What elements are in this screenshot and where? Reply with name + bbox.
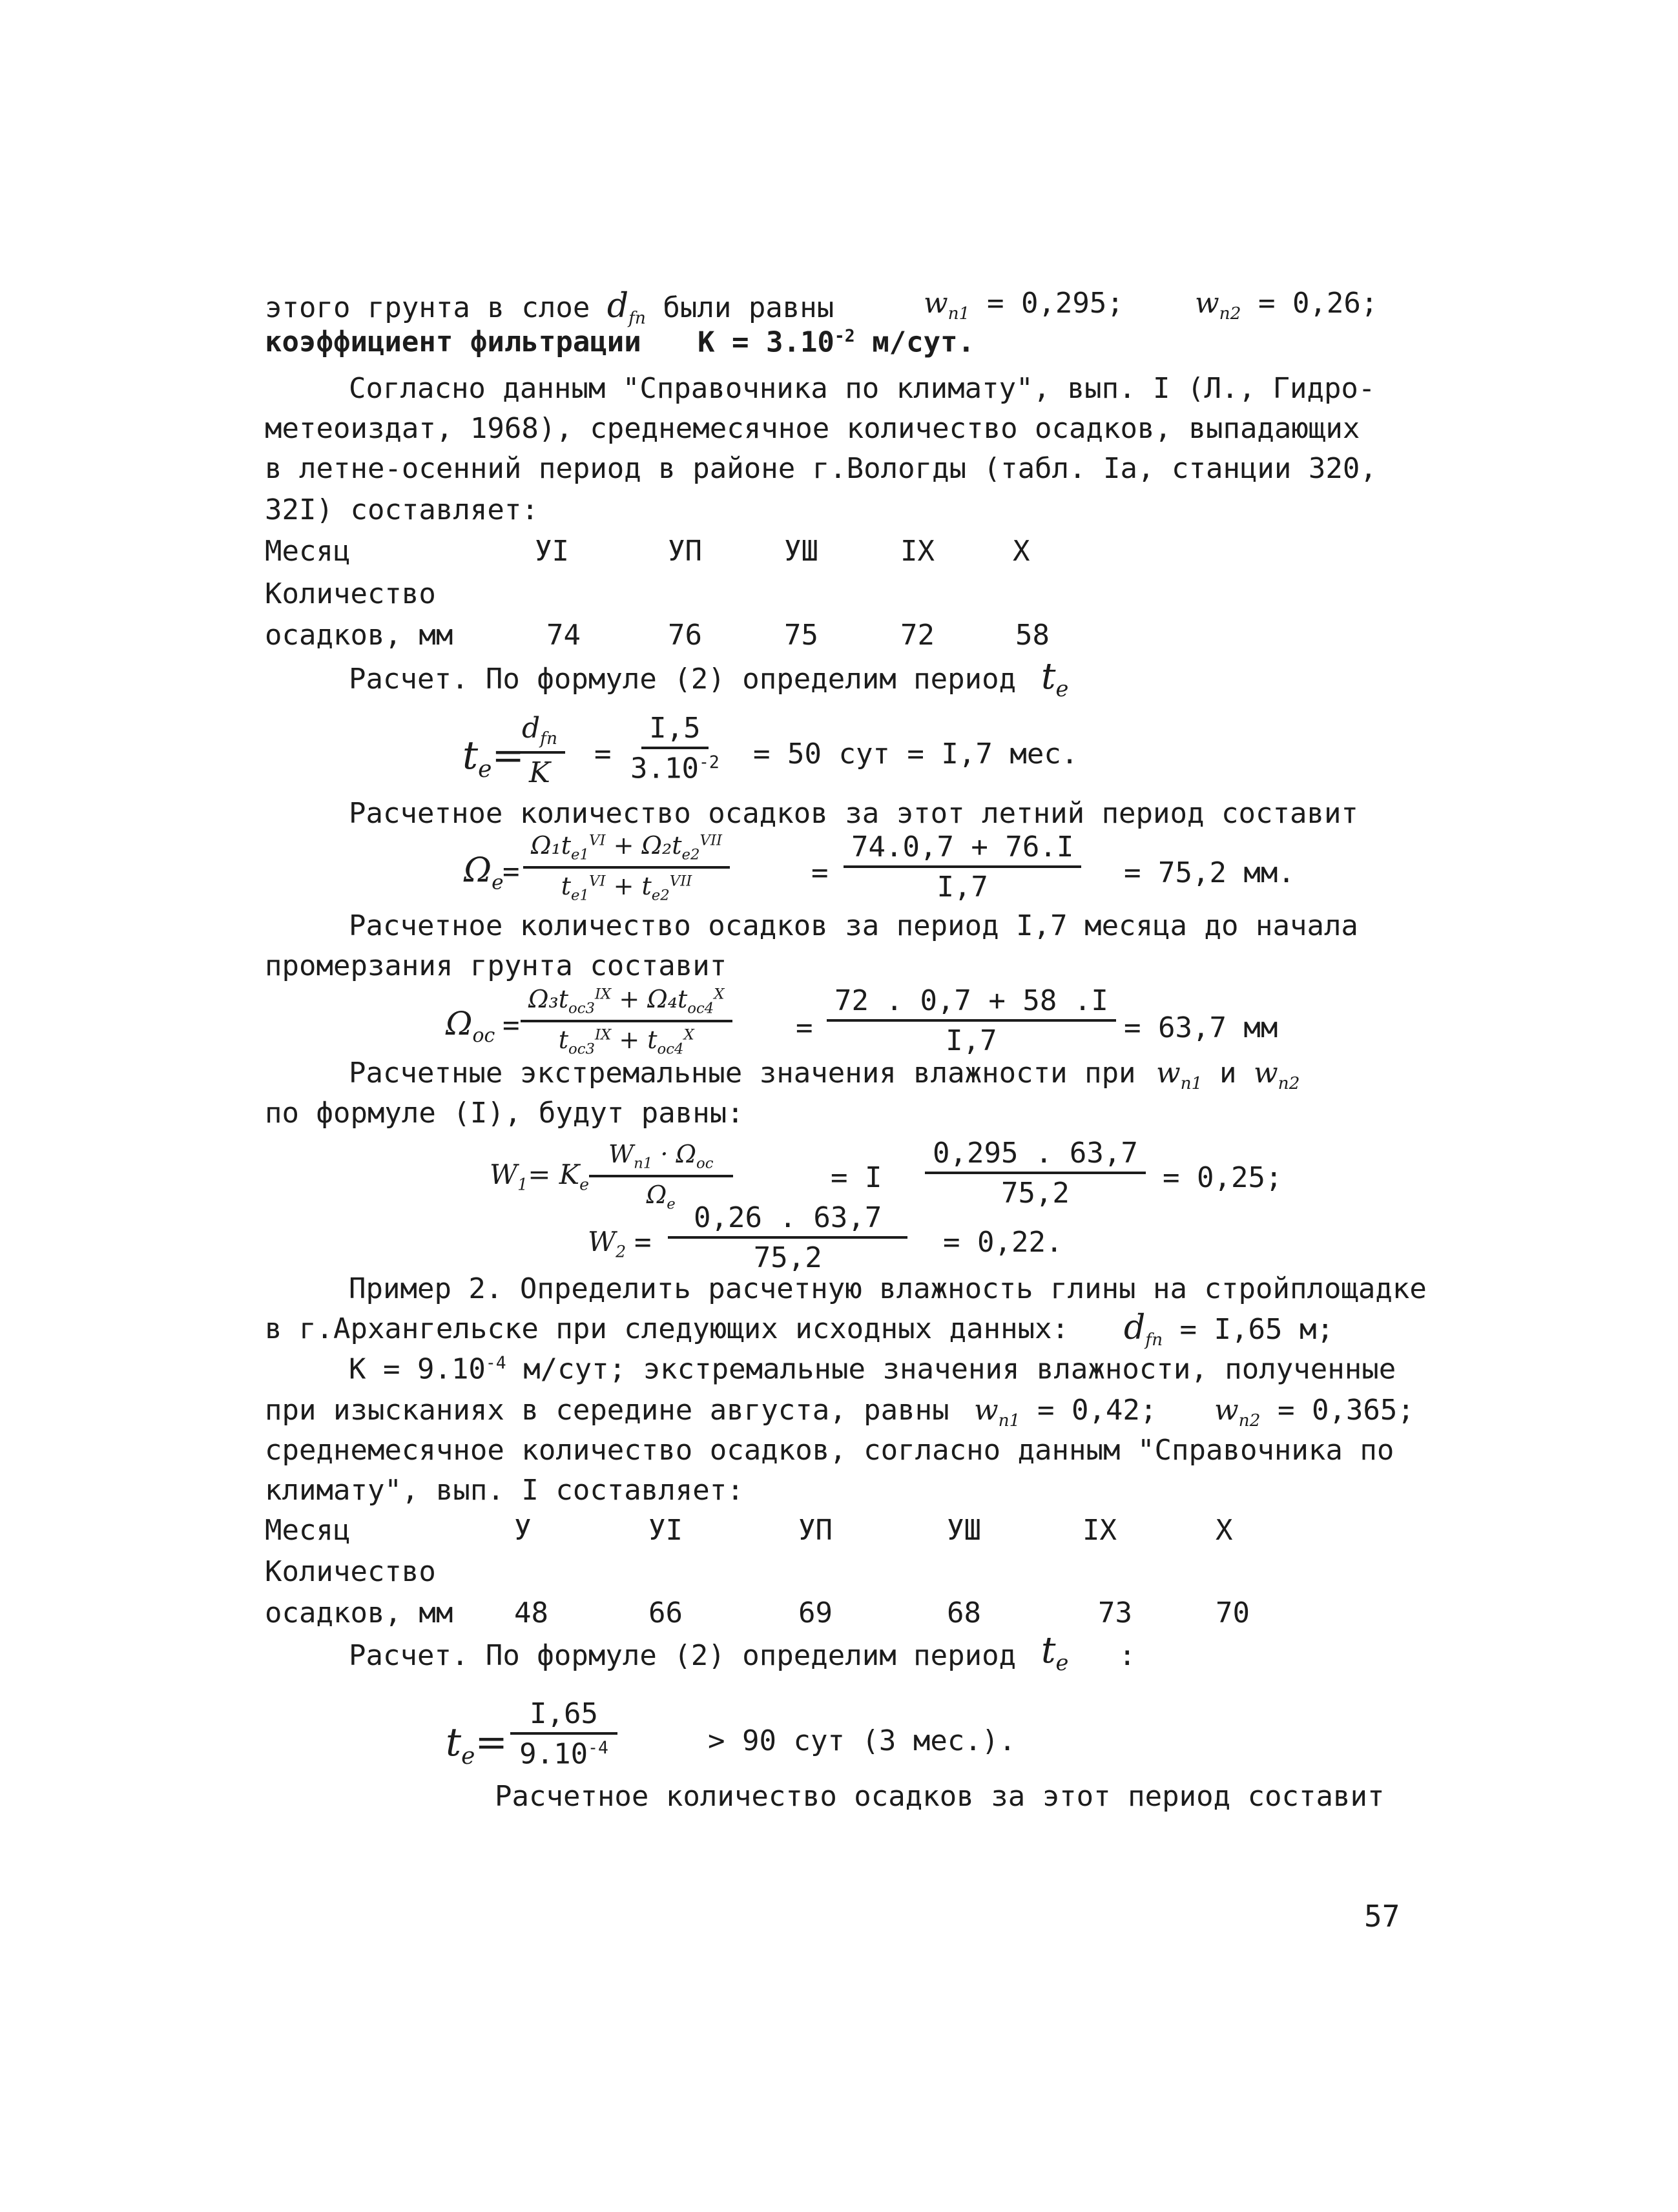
text-line: 32I) составляет:	[265, 493, 539, 526]
symbol-w: W	[608, 1140, 634, 1168]
fraction	[521, 987, 732, 1057]
fraction-denominator	[630, 749, 720, 783]
subscript: e	[478, 756, 492, 783]
text-line: Расчетное количество осадков за период I,7 месяца до начала	[349, 909, 1358, 942]
text-line	[265, 328, 641, 357]
formula-result: = 63,7 мм	[1124, 1011, 1278, 1044]
text-span: в г.Архангельске при следующих исходных данных:	[265, 1312, 1070, 1345]
superscript: IX	[595, 1026, 612, 1044]
text-span: = K	[528, 1159, 580, 1190]
subscript: ос	[472, 1024, 495, 1047]
subscript: ос	[696, 1155, 714, 1172]
table-month: У	[514, 1514, 532, 1547]
subscript: ос4	[687, 1000, 714, 1017]
table-value: 68	[947, 1597, 981, 1629]
fraction-numerator	[514, 714, 565, 754]
text-line	[349, 1059, 1136, 1088]
formula-result: = 50 сут = I,7 мес.	[753, 738, 1079, 770]
superscript: VI	[589, 832, 606, 849]
subscript: 1	[517, 1175, 528, 1194]
fraction	[827, 984, 1116, 1057]
fraction	[668, 1201, 907, 1274]
text-span: = I,65 м;	[1163, 1313, 1334, 1346]
fraction	[844, 833, 1081, 902]
table-month: УI	[535, 535, 569, 568]
table-month: УI	[648, 1514, 683, 1547]
text-span: К = 9.10	[349, 1352, 486, 1386]
plus-sign: +	[605, 831, 642, 860]
subscript: e	[492, 871, 504, 894]
text-span: м/сут.	[855, 326, 975, 359]
page-number: 57	[1364, 1899, 1400, 1934]
fraction-numerator: I,65	[510, 1700, 617, 1735]
table-value: 74	[546, 619, 581, 652]
table-value: 70	[1216, 1597, 1250, 1629]
table-value: 48	[514, 1597, 548, 1629]
fraction-denominator: K	[529, 756, 550, 790]
symbol-te	[1041, 656, 1069, 702]
subscript: e1	[571, 887, 590, 904]
fraction-numerator: 74.0,7 + 76.I	[844, 833, 1081, 868]
table-value: 75	[784, 619, 818, 652]
table-month: УП	[798, 1514, 833, 1547]
table-value: 73	[1098, 1597, 1132, 1629]
superscript: -2	[698, 752, 720, 772]
formula-result: = 0,22.	[943, 1226, 1063, 1259]
text-span: = 0,295;	[969, 287, 1124, 320]
fraction-numerator: I,5	[641, 714, 708, 749]
symbol-t: t	[558, 1026, 569, 1055]
text-line: метеоиздат, 1968), среднемесячное количество осадков, выпадающих	[265, 412, 1360, 445]
subscript: п1	[634, 1155, 653, 1172]
colon: :	[1119, 1639, 1136, 1672]
fraction-denominator: 75,2	[753, 1241, 822, 1274]
text-span: = 0,26;	[1241, 287, 1378, 320]
subscript: п1	[948, 303, 970, 324]
text-line	[1124, 1308, 1334, 1350]
superscript: -4	[485, 1353, 506, 1373]
text-span: и	[1202, 1057, 1254, 1090]
formula-result: > 90 сут (3 мес.).	[708, 1724, 1016, 1757]
fraction-numerator: 0,295 . 63,7	[925, 1139, 1146, 1174]
text-span: Расчет. По формуле (2) определим период	[349, 1639, 1017, 1672]
subscript: e	[579, 1175, 590, 1194]
table-month: IX	[900, 535, 935, 568]
formula-mid: = I	[831, 1161, 882, 1194]
subscript: ос3	[568, 1040, 596, 1058]
equals-sign: =	[475, 1720, 508, 1765]
symbol-w: w	[1195, 287, 1219, 320]
table-value: 72	[900, 619, 935, 652]
fraction-numerator: 72 . 0,7 + 58 .I	[827, 987, 1116, 1022]
text-span: · Ω	[652, 1140, 696, 1168]
subscript: e	[1055, 676, 1069, 702]
symbol-t: t	[446, 1720, 462, 1765]
text-line: климату", вып. I составляет:	[265, 1474, 744, 1507]
text-span: м/сут; экстремальные значения влажности, полученные	[506, 1352, 1396, 1386]
subscript: e	[1055, 1650, 1069, 1676]
symbol-t: t	[462, 733, 479, 778]
table-month: УШ	[947, 1514, 981, 1547]
equals-sign: =	[811, 856, 829, 889]
subscript: п1	[998, 1410, 1020, 1431]
table-month: УП	[668, 535, 702, 568]
text-line: по формуле (I), будут равны:	[265, 1097, 744, 1130]
table-value: 69	[798, 1597, 833, 1629]
subscript: fп	[1145, 1329, 1163, 1350]
fraction	[514, 712, 565, 790]
text-line: Расчетное количество осадков за этот период составит	[495, 1780, 1385, 1813]
symbol-w: w	[924, 287, 948, 320]
text-span: = 0,365;	[1260, 1394, 1414, 1427]
text-span: этого грунта в слое	[265, 291, 607, 324]
subscript: п1	[1180, 1073, 1203, 1093]
symbol-omega: Ω	[464, 851, 492, 890]
text-line	[265, 289, 834, 327]
fraction	[523, 833, 730, 904]
subscript: e2	[681, 846, 700, 863]
table-value: 76	[668, 619, 702, 652]
plus-sign: +	[611, 1026, 648, 1055]
formula-lhs	[446, 1720, 508, 1770]
plus-sign: +	[605, 872, 642, 901]
fraction-denominator	[559, 1022, 694, 1057]
table-label: Количество	[265, 1555, 436, 1588]
formula-result: = 75,2 мм.	[1124, 856, 1295, 889]
fraction-denominator	[561, 869, 692, 903]
text-line	[974, 1396, 1157, 1429]
table-month: X	[1216, 1514, 1233, 1547]
symbol-d: d	[606, 287, 629, 326]
fraction	[510, 1697, 617, 1771]
fraction-denominator: 75,2	[1000, 1177, 1070, 1210]
subscript: e	[461, 1743, 475, 1770]
superscript: VI	[589, 873, 606, 890]
table-value: 58	[1015, 619, 1050, 652]
text-line: Расчетное количество осадков за этот летний период составит	[349, 797, 1358, 830]
table-month: УШ	[784, 535, 818, 568]
text-line: промерзания грунта составит	[265, 949, 727, 982]
subscript: 2	[616, 1242, 627, 1261]
text-span: Ω₄t	[647, 985, 688, 1013]
plus-sign: +	[611, 985, 648, 1013]
table-label: Месяц	[265, 1514, 351, 1547]
symbol-omega: Ω	[446, 1005, 473, 1042]
text-span: Ω₂t	[641, 831, 682, 860]
symbol-w: w	[1156, 1057, 1181, 1090]
table-label: Месяц	[265, 535, 351, 568]
equals-sign: =	[796, 1011, 813, 1044]
text-line	[698, 328, 975, 357]
symbol-w: w	[1253, 1057, 1278, 1090]
text-span: при изысканиях в середине августа, равны	[265, 1394, 949, 1427]
text-span: Расчет. По формуле (2) определим период	[349, 663, 1017, 696]
text-line: Согласно данным "Справочника по климату", вып. I (Л., Гидро-	[349, 372, 1376, 405]
superscript: VII	[669, 873, 692, 890]
text-line	[1214, 1396, 1414, 1429]
text-span: Ω₃t	[528, 985, 569, 1013]
symbol-omega: Ω	[646, 1181, 667, 1210]
equals-sign: =	[502, 855, 520, 888]
equals-sign: =	[634, 1226, 652, 1259]
text-span: К = 3.10	[698, 326, 834, 359]
text-span: коэффициент фильтрации	[265, 326, 641, 358]
text-line: Пример 2. Определить расчетную влажность глины на стройплощадке	[349, 1272, 1427, 1305]
formula-result: = 0,25;	[1163, 1161, 1283, 1194]
formula-lhs	[446, 1005, 495, 1047]
subscript: e2	[651, 887, 670, 904]
superscript: -2	[834, 326, 855, 346]
equals-sign: =	[502, 1009, 520, 1042]
text-span: были равны	[645, 291, 834, 324]
table-label: осадков, мм	[265, 1597, 453, 1629]
symbol-w: W	[490, 1159, 518, 1190]
fraction	[925, 1139, 1146, 1208]
subscript: п2	[1219, 303, 1241, 324]
formula-lhs	[490, 1161, 589, 1193]
subscript: п2	[1238, 1410, 1261, 1431]
text-line	[265, 1312, 1070, 1345]
fraction-denominator: I,7	[937, 871, 988, 904]
table-month: IX	[1082, 1514, 1117, 1547]
table-label: осадков, мм	[265, 619, 453, 652]
table-label: Количество	[265, 577, 436, 610]
symbol-w: w	[974, 1394, 999, 1427]
text-line: в летне-осенний период в районе г.Вологды (табл. Iа, станции 320,	[265, 452, 1377, 485]
text-line	[1156, 1059, 1300, 1092]
symbol-t: t	[641, 872, 652, 901]
text-line	[349, 1352, 1396, 1386]
subscript: fп	[540, 728, 557, 749]
fraction-numerator	[589, 1142, 733, 1177]
text-line	[924, 289, 1124, 322]
table-value: 66	[648, 1597, 683, 1629]
symbol-t: t	[561, 872, 572, 901]
subscript: e	[667, 1195, 676, 1213]
superscript: X	[683, 1026, 694, 1044]
subscript: ос3	[568, 1000, 596, 1017]
formula-lhs	[588, 1228, 626, 1260]
formula-lhs	[464, 851, 504, 894]
equals-sign: =	[492, 733, 524, 778]
text-span: = 0,42;	[1020, 1394, 1157, 1427]
text-span: 3.10	[630, 752, 699, 785]
text-line	[349, 665, 1016, 694]
fraction-numerator: 0,26 . 63,7	[668, 1204, 907, 1239]
symbol-t: t	[1041, 656, 1056, 698]
symbol-d: d	[1124, 1308, 1146, 1347]
table-month: X	[1013, 535, 1030, 568]
text-span: Расчетные экстремальные значения влажности при	[349, 1057, 1136, 1090]
superscript: IX	[595, 986, 612, 1003]
text-line	[1195, 289, 1378, 322]
symbol-te	[1041, 1629, 1069, 1676]
text-line: среднемесячное количество осадков, согласно данным "Справочника по	[265, 1434, 1394, 1467]
symbol-t: t	[1041, 1629, 1056, 1671]
subscript: fп	[628, 307, 646, 328]
subscript: п2	[1278, 1073, 1300, 1093]
subscript: ос4	[657, 1040, 684, 1058]
equals-sign: =	[594, 738, 612, 770]
symbol-w: w	[1214, 1394, 1239, 1427]
text-line	[349, 1639, 1017, 1672]
superscript: -4	[588, 1738, 608, 1758]
subscript: e1	[571, 846, 590, 863]
fraction-numerator	[523, 833, 730, 869]
text-line	[265, 1396, 949, 1425]
fraction-numerator	[521, 987, 732, 1022]
fraction-denominator	[519, 1735, 608, 1769]
superscript: X	[714, 986, 725, 1003]
text-span: Ω₁t	[531, 831, 572, 860]
text-span: 9.10	[519, 1737, 588, 1771]
fraction	[630, 714, 720, 783]
superscript: VII	[699, 832, 722, 849]
symbol-d: d	[522, 712, 541, 745]
symbol-t: t	[647, 1026, 658, 1055]
fraction-denominator: I,7	[946, 1024, 997, 1057]
symbol-w: W	[588, 1226, 616, 1257]
